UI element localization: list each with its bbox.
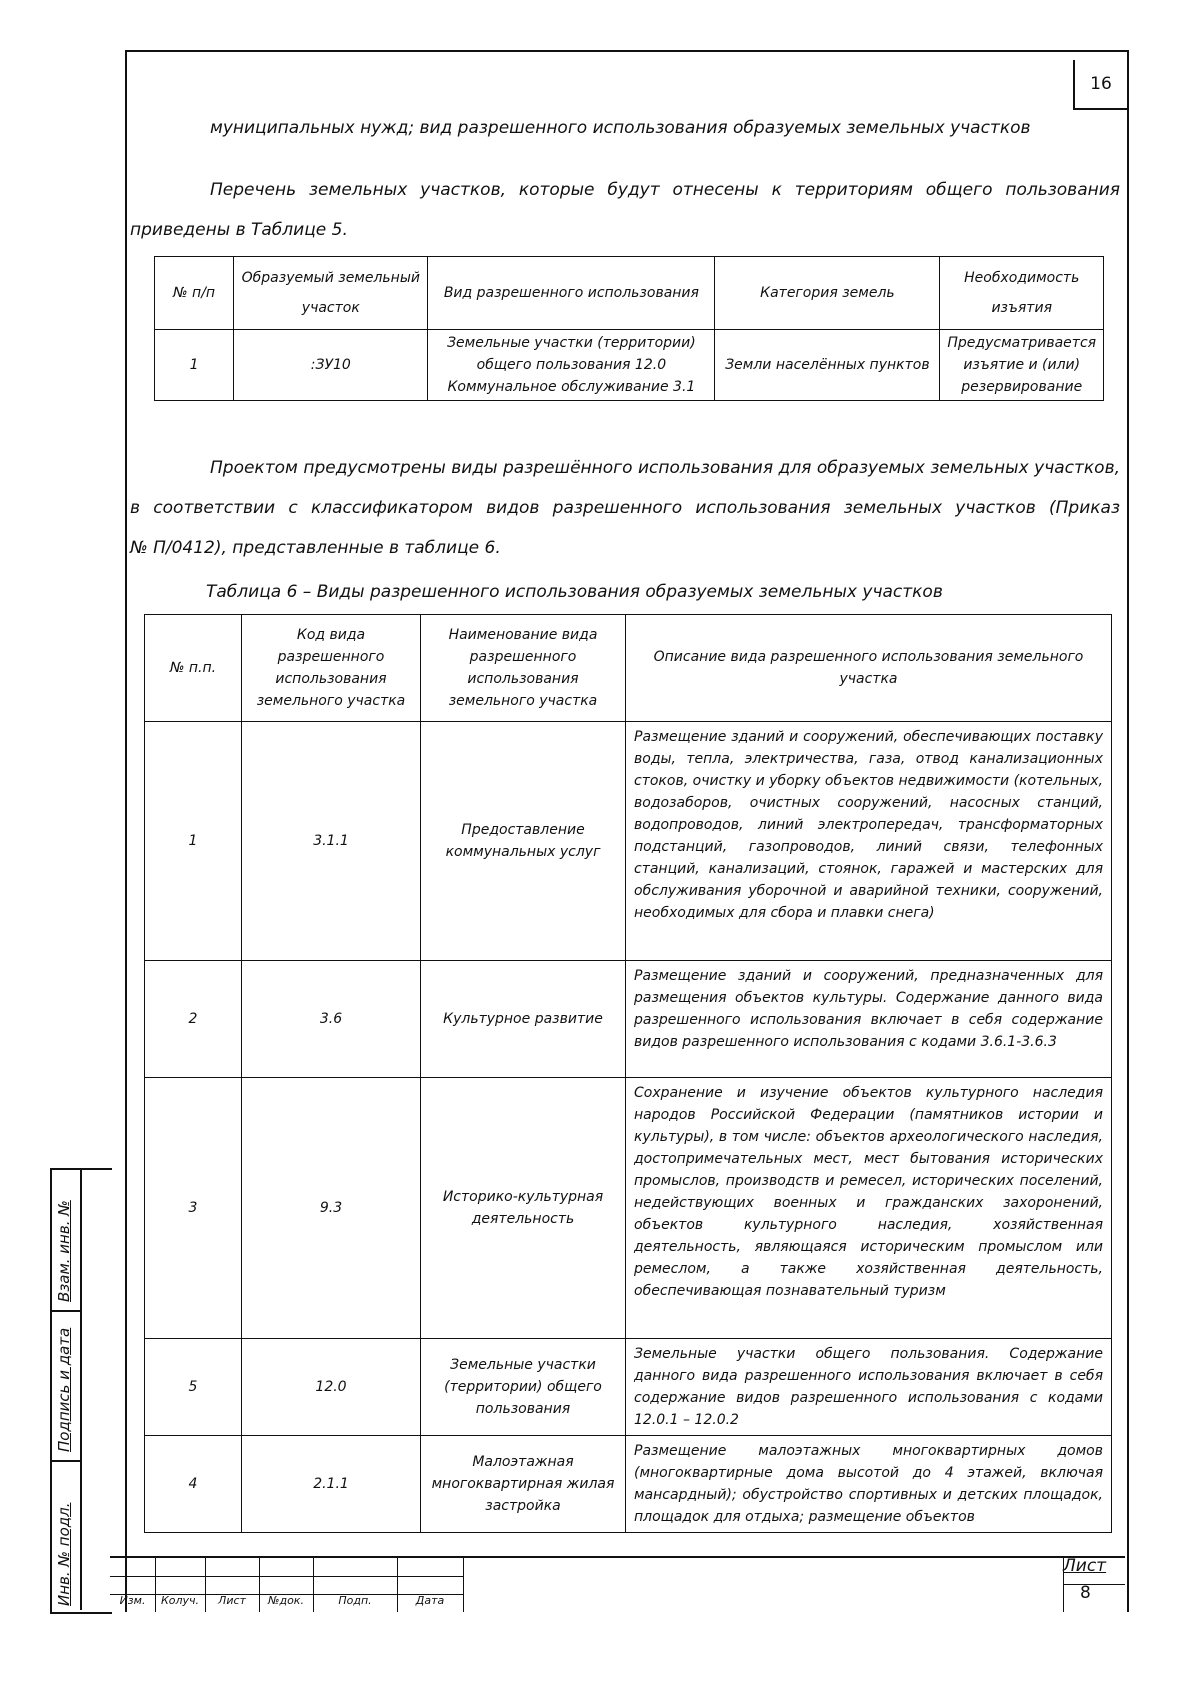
table-cell: Малоэтажная многоквартирная жилая застройка <box>421 1436 626 1533</box>
table-row <box>155 330 1104 401</box>
side-label: Подпись и дата <box>55 1327 73 1452</box>
table-header-cell: Категория земель <box>715 257 940 330</box>
table-cell: 3 <box>145 1078 242 1339</box>
table-row <box>145 961 1112 1078</box>
table-cell: 3.6 <box>242 961 421 1078</box>
stamp-label: Колуч. <box>160 1594 200 1607</box>
table-cell: Историко-культурная деятельность <box>421 1078 626 1339</box>
table-cell: 5 <box>145 1339 242 1436</box>
table-cell: :ЗУ10 <box>234 330 428 401</box>
table-header-row <box>145 615 1112 722</box>
sheet-number: 8 <box>1080 1583 1091 1603</box>
text-line: муниципальных нужд; вид разрешенного использования образуемых земельных участков <box>210 118 1031 138</box>
table-cell: 1 <box>145 722 242 961</box>
table-header-cell: Код вида разрешенного использования земельного участка <box>242 615 421 722</box>
table-cell: 9.3 <box>242 1078 421 1339</box>
table-cell: Земельные участки (территории) общего пользования 12.0 Коммунальное обслуживание 3.1 <box>428 330 715 401</box>
title-block <box>110 1556 1125 1612</box>
stamp-label: Лист <box>218 1594 246 1607</box>
table-row <box>145 1078 1112 1339</box>
table-header-cell: № п/п <box>155 257 234 330</box>
table-header-cell: Описание вида разрешенного использования земельного участка <box>626 615 1112 722</box>
table-header-cell: № п.п. <box>145 615 242 722</box>
table-row <box>145 1436 1112 1533</box>
table-cell: 2.1.1 <box>242 1436 421 1533</box>
table-cell: Земельные участки (территории) общего пользования <box>421 1339 626 1436</box>
stamp-label: №док. <box>268 1594 304 1607</box>
page-number: 16 <box>1073 60 1127 110</box>
table-cell: 1 <box>155 330 234 401</box>
text-line: Проектом предусмотрены виды разрешённого использования для образуемых земельных участков, <box>210 458 1120 478</box>
text-line: № П/0412), представленные в таблице 6. <box>130 538 501 558</box>
table-row <box>145 722 1112 961</box>
table-cell: Земельные участки общего пользования. Содержание данного вида разрешенного использования включает в себя содержание видов разрешенного использования с кодами 12.0.1 – 12.0.2 <box>626 1339 1112 1436</box>
side-label: Инв. № подл. <box>55 1502 73 1606</box>
table-cell: 3.1.1 <box>242 722 421 961</box>
table-cell: 4 <box>145 1436 242 1533</box>
table-header-cell: Вид разрешенного использования <box>428 257 715 330</box>
table-5 <box>154 256 1104 401</box>
table-cell: 2 <box>145 961 242 1078</box>
table-cell: Земли населённых пунктов <box>715 330 940 401</box>
stamp-label: Подп. <box>338 1594 372 1607</box>
stamp-label: Изм. <box>119 1594 146 1607</box>
text-line: Перечень земельных участков, которые будут отнесены к территориям общего пользования <box>210 180 1120 200</box>
table-header-cell: Наименование вида разрешенного использования земельного участка <box>421 615 626 722</box>
table-header-cell: Образуемый земельный участок <box>234 257 428 330</box>
text-line: в соответствии с классификатором видов разрешенного использования земельных участков (Приказ <box>130 498 1120 518</box>
table-row <box>145 1339 1112 1436</box>
stamp-label: Дата <box>415 1594 445 1607</box>
table-cell: Размещение зданий и сооружений, обеспечивающих поставку воды, тепла, электричества, газа, отвод канализационных стоков, очистку и уборку объектов недвижимости (котельных, водозаборов, очистных сооружений, насосных станций, водопроводов, линий электропередач, трансформаторных подстанций, газопроводов, линий связи, телефонных станций, канализаций, стоянок, гаражей и мастерских для обслуживания уборочной и аварийной техники, сооружений, необходимых для сбора и плавки снега) <box>626 722 1112 961</box>
side-strip <box>50 1168 112 1614</box>
table-cell: Предусматривается изъятие и (или) резервирование <box>940 330 1104 401</box>
table-cell: 12.0 <box>242 1339 421 1436</box>
table-header-cell: Необходимость изъятия <box>940 257 1104 330</box>
table-6 <box>144 614 1112 1533</box>
table-cell: Размещение малоэтажных многоквартирных домов (многоквартирные дома высотой до 4 этажей, включая мансардный); обустройство спортивных и детских площадок, площадок для отдыха; размещение объектов <box>626 1436 1112 1533</box>
sheet-label: Лист <box>1063 1556 1107 1576</box>
table-cell: Культурное развитие <box>421 961 626 1078</box>
table-caption: Таблица 6 – Виды разрешенного использования образуемых земельных участков <box>206 582 943 602</box>
table-cell: Сохранение и изучение объектов культурного наследия народов Российской Федерации (памятников истории и культуры), в том числе: объектов археологического наследия, достопримечательных мест, мест бытования исторических промыслов, производств и ремесел, исторических поселений, недействующих военных и гражданских захоронений, объектов культурного наследия, хозяйственная деятельность, являющаяся историческим промыслом или ремеслом, а также хозяйственная деятельность, обеспечивающая познавательный туризм <box>626 1078 1112 1339</box>
table-cell: Размещение зданий и сооружений, предназначенных для размещения объектов культуры. Содержание данного вида разрешенного использования включает в себя содержание видов разрешенного использования с кодами 3.6.1-3.6.3 <box>626 961 1112 1078</box>
table-cell: Предоставление коммунальных услуг <box>421 722 626 961</box>
table-header-row <box>155 257 1104 330</box>
text-line: приведены в Таблице 5. <box>130 220 348 240</box>
side-label: Взам. инв. № <box>55 1200 73 1302</box>
